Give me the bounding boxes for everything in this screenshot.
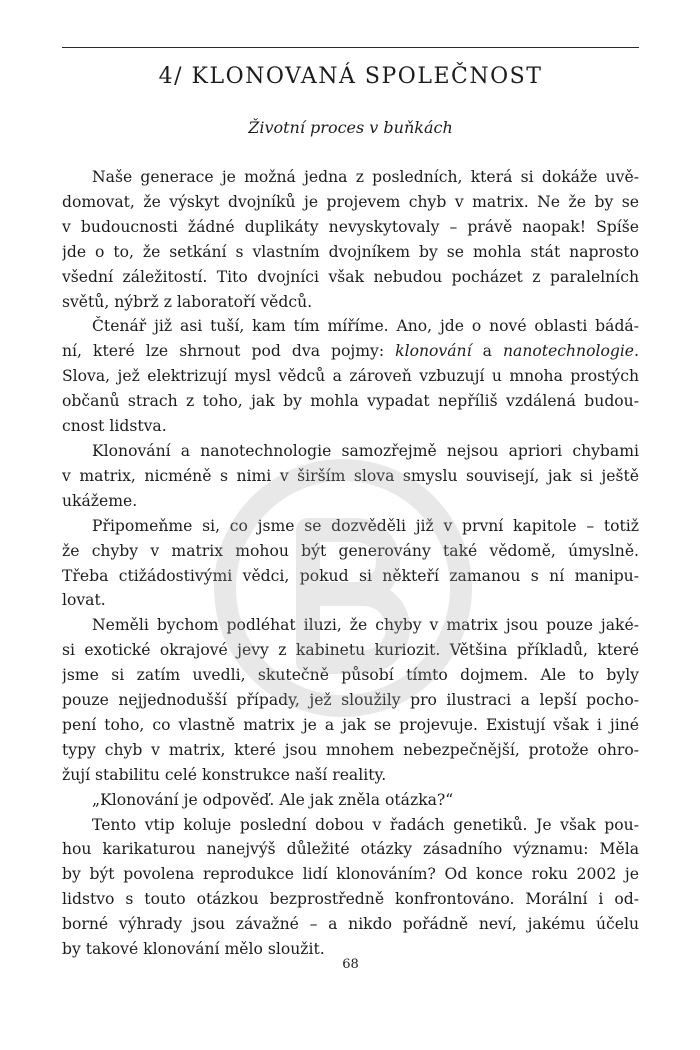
text-line: by takové klonování mělo sloužit. [62, 940, 325, 959]
text-line: občanů strach z toho, jak by mohla vypadat nepříliš vzdálená budou- [62, 392, 639, 411]
paragraph-3 [62, 439, 639, 514]
text-line: všední záležitostí. Tito dvojníci však nebudou pocházet z paralelních [62, 267, 639, 286]
text-line: pouze nejjednodušší případy, jež sloužily pro ilustraci a lepší pocho- [62, 691, 639, 710]
text-fragment: ní, které lze shrnout pod dva pojmy: [62, 342, 396, 361]
text-line: Tento vtip koluje poslední dobou v řadách genetiků. Je však pou- [92, 815, 639, 834]
text-line: typy chyb v matrix, které jsou mnohem nebezpečnější, protože ohro- [62, 740, 639, 759]
text-line: že chyby v matrix mohou být generovány také vědomě, úmyslně. [62, 541, 639, 560]
header-rule [62, 47, 639, 48]
text-line: v matrix, nicméně s nimi v širším slova smyslu souvisejí, jak si ještě [62, 466, 639, 485]
term-joiner: a [471, 342, 503, 361]
text-line: lovat. [62, 591, 106, 610]
text-line: Třeba ctižádostivými vědci, pokud si někteří zamanou s ní manipu- [62, 566, 639, 585]
term-nanotechnology: nanotechnologie. [502, 342, 639, 361]
text-line: borné výhrady jsou závažné – a nikdo pořádně neví, jakému účelu [62, 915, 639, 934]
paragraph-1 [62, 165, 639, 314]
text-line: v budoucnosti žádné duplikáty nevyskytovaly – právě naopak! Spíše [62, 217, 639, 236]
text-line: Neměli bychom podléhat iluzi, že chyby v matrix jsou pouze jaké- [92, 616, 639, 635]
text-line: cnost lidstva. [62, 417, 167, 436]
text-line: domovat, že výskyt dvojníků je projevem chyb v matrix. Ne že by se [62, 192, 639, 211]
text-line: Čtenář již asi tuší, kam tím míříme. Ano, jde o nové oblasti bádá- [92, 317, 639, 336]
chapter-subtitle: Životní proces v buňkách [248, 118, 453, 137]
text-line: ukážeme. [62, 491, 138, 510]
term-cloning: klonování [395, 342, 472, 361]
text-line: hou karikaturou nanejvýš důležité otázky zásadního významu: Měla [62, 840, 639, 859]
paragraph-6 [62, 788, 639, 813]
text-line: jsme si zatím uvedli, skutečně působí tímto dojmem. Ale to byly [62, 666, 639, 685]
text-line: žují stabilitu celé konstrukce naší reality. [62, 765, 387, 784]
text-line: Slova, jež elektrizují mysl vědců a zároveň vzbuzují u mnoha prostých [62, 367, 639, 386]
paragraph-5 [62, 613, 639, 787]
text-line: Připomeňme si, co jsme se dozvěděli již v první kapitole – totiž [92, 516, 639, 535]
paragraph-2 [62, 314, 639, 439]
paragraph-7 [62, 813, 639, 962]
paragraph-4 [62, 514, 639, 614]
body-text [62, 165, 639, 962]
text-line-with-terms [62, 339, 639, 364]
text-line: „Klonování je odpověď. Ale jak zněla otázka?“ [92, 790, 454, 809]
chapter-title: 4/ KLONOVANÁ SPOLEČNOST [158, 64, 543, 89]
text-line: lidstvo s touto otázkou bezprostředně konfrontováno. Morální i od- [62, 890, 639, 909]
text-line: Naše generace je možná jedna z posledních, která si dokáže uvě- [92, 168, 639, 186]
text-line: Klonování a nanotechnologie samozřejmě nejsou apriori chybami [92, 441, 639, 460]
text-line: jde o to, že setkání s vlastním dvojníkem by se mohla stát naprosto [62, 242, 639, 261]
text-line: by být povolena reprodukce lidí klonováním? Od konce roku 2002 je [62, 865, 639, 884]
text-line: světů, nýbrž z laboratoří vědců. [62, 292, 313, 311]
text-line: si exotické okrajové jevy z kabinetu kuriozit. Většina příkladů, které [62, 641, 639, 660]
text-line: pení toho, co vlastně matrix je a jak se projevuje. Existují však i jiné [62, 715, 639, 734]
page-number: 68 [342, 957, 359, 972]
